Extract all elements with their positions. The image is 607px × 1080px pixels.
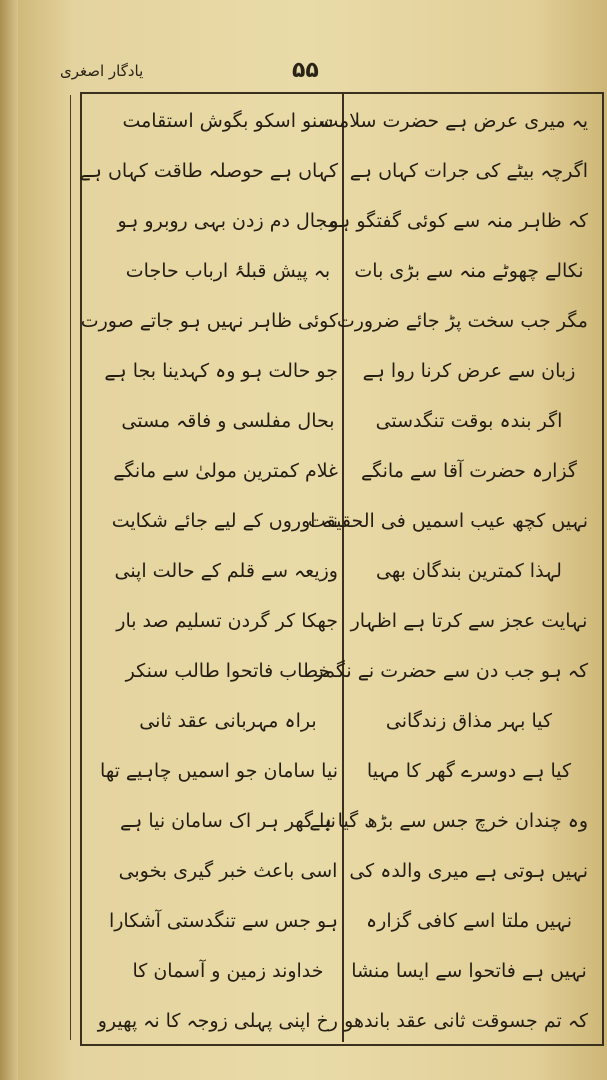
verse-line: نہیں ملتا اسے کافی گزارہ [366, 910, 572, 932]
verse-line: کہ ہو جب دن سے حضرت نے نگمر [314, 660, 588, 682]
verse-line: کہ تم جسوقت ثانی عقد باندھو [344, 1010, 588, 1032]
verse-line: کہاں ہے حوصلہ طاقت کہاں ہے [79, 160, 338, 182]
verse-line: نہیں ہے فاتحوا سے ایسا منشا [351, 960, 587, 982]
verse-line: نیا گھر ہر اک سامان نیا ہے [120, 810, 336, 832]
verse-line: گزارہ حضرت آقا سے مانگے [361, 460, 577, 482]
verse-line: ہو جس سے تنگدستی آشکارا [108, 910, 338, 932]
verse-line: نہ اوروں کے لیے جائے شکایت [111, 510, 338, 532]
verse-line: نیا سامان جو اسمیں چاہیے تھا [100, 760, 338, 782]
verse-line: وہ چندان خرچ جس سے بڑھ گیا ہے [309, 810, 588, 832]
verse-line: کیا ہے دوسرے گھر کا مہیا [366, 760, 572, 782]
verse-line: یہ میری عرض ہے حضرت سلامت [320, 110, 588, 132]
verse-line: وزیعہ سے قلم کے حالت اپنی [114, 560, 338, 582]
verse-line: اگر بندہ بوقت تنگدستی [375, 410, 563, 432]
verse-line: کیا بہر مذاق زندگانی [385, 710, 553, 732]
verse-line: نکالے چھوٹے منہ سے بڑی بات [354, 260, 584, 282]
verse-line: براہ مہربانی عقد ثانی [139, 710, 317, 732]
verse-line: مگر جب سخت پڑ جائے ضرورت [336, 310, 588, 332]
verse-line: جو حالت ہو وہ کہدینا بجا ہے [104, 360, 338, 382]
verse-line: لہذا کمترین بندگان بھی [376, 560, 562, 582]
verse-line: جھکا کر گردن تسلیم صد بار [116, 610, 338, 632]
verse-line: کہ ظاہر منہ سے کوئی گفتگو ہو [329, 210, 588, 232]
verse-line: خداوند زمین و آسمان کا [132, 960, 324, 982]
verse-line: بحال مفلسی و فاقہ مستی [121, 410, 335, 432]
verse-line: سنو اسکو بگوش استقامت [122, 110, 334, 132]
page-number: ۵۵ [292, 58, 319, 83]
verse-line: اسی باعث خبر گیری بخوبی [118, 860, 338, 882]
verse-line: مجال دم زدن بہی روبرو ہو [117, 210, 338, 232]
verse-line: رخ اپنی پہلی زوجہ کا نہ پھیرو [97, 1010, 338, 1032]
verse-line: اگرچہ بیٹے کی جرات کہاں ہے [349, 160, 588, 182]
verse-line: نہایت عجز سے کرتا ہے اظہار [350, 610, 588, 632]
left-column [79, 96, 338, 1036]
margin-rule [70, 95, 71, 1040]
book-spine-shadow [0, 0, 18, 1080]
right-column [307, 96, 588, 1036]
verse-line: زبان سے عرض کرنا روا ہے [362, 360, 576, 382]
verse-line: غلام کمترین مولیٰ سے مانگے [113, 460, 338, 482]
verse-line: خطاب فاتحوا طالب سنکر [125, 660, 331, 682]
verse-line: کوئی ظاہر نہیں ہو جاتے صورت [80, 310, 338, 332]
verse-line: نہیں کچھ عیب اسمیں فی الحقیقت [307, 510, 588, 532]
verse-line: نہیں ہوتی ہے میری والدہ کی [349, 860, 588, 882]
running-header-title: یادگار اصغری [60, 62, 144, 80]
verse-line: بہ پیش قبلۂ ارباب حاجات [125, 260, 331, 282]
